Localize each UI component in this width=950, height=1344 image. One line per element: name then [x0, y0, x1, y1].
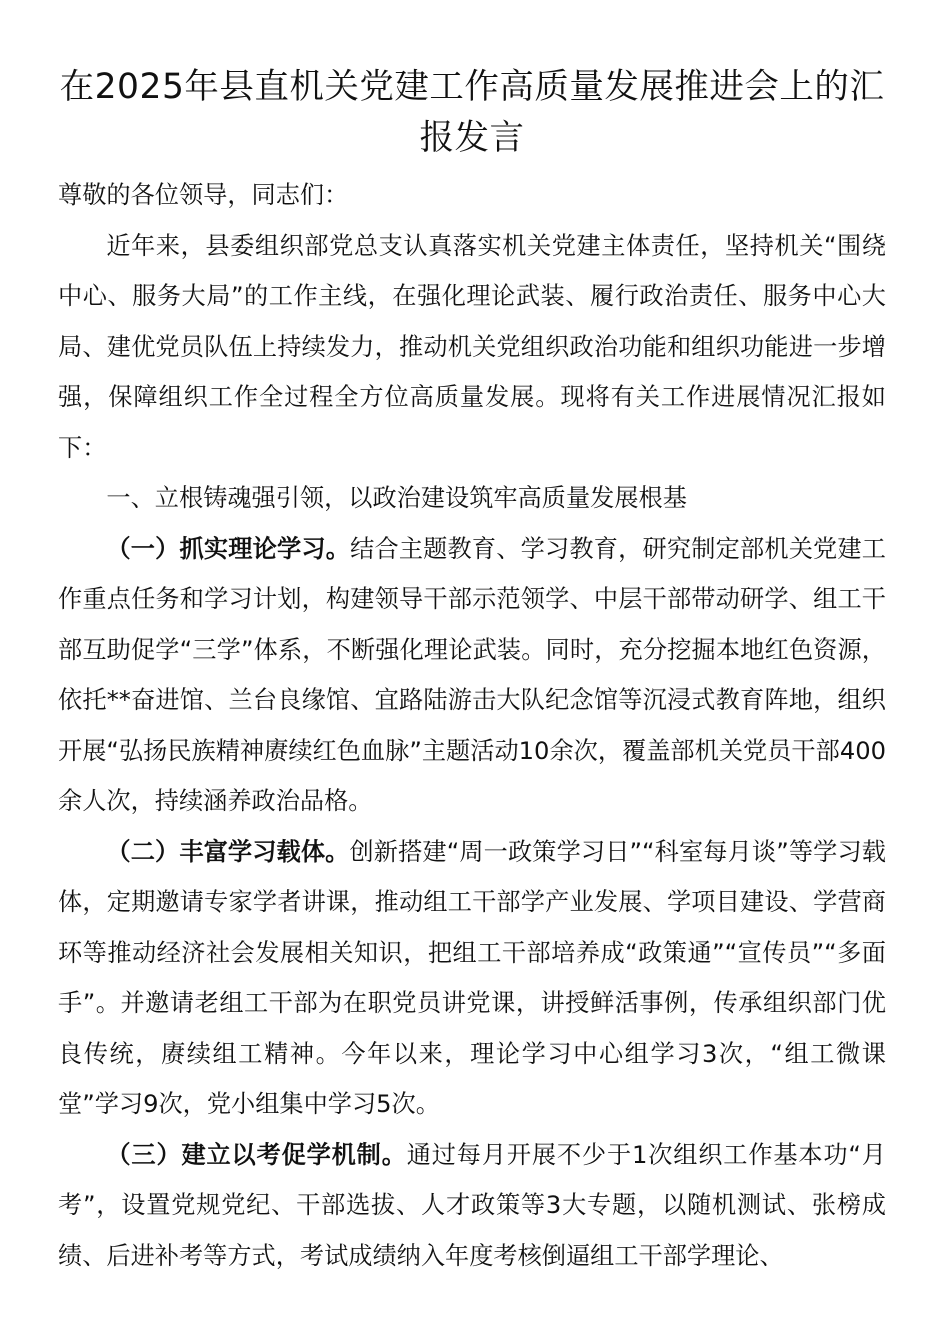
item-text-3: 通过每月开展不少于1次组织工作基本功“月考”，设置党规党纪、干部选拔、人才政策等3大专题，以随机测试、张榜成绩、后进补考等方式，考试成绩纳入年度考核倒逼组工干部学理论、 — [58, 1140, 886, 1270]
item-lead-2: （二）丰富学习载体。 — [106, 837, 350, 866]
item-lead-1: （一）抓实理论学习。 — [106, 534, 351, 563]
item-text-1: 结合主题教育、学习教育，研究制定部机关党建工作重点任务和学习计划，构建领导干部示范领学、中层干部带动研学、组工干部互助促学“三学”体系，不断强化理论武装。同时，充分挖掘本地红色资源，依托**奋进馆、兰台良缘馆、宜路陆游击大队纪念馆等沉浸式教育阵地，组织开展“弘扬民族精神赓续红色血脉”主题活动10余次，覆盖部机关党员干部400余人次，持续涵养政治品格。 — [58, 534, 886, 815]
item-text-2: 创新搭建“周一政策学习日”“科室每月谈”等学习载体，定期邀请专家学者讲课，推动组工干部学产业发展、学项目建设、学营商环等推动经济社会发展相关知识，把组工干部培养成“政策通”“宣传员”“多面手”。并邀请老组工干部为在职党员讲党课，讲授鲜活事例，传承组织部门优良传统，赓续组工精神。今年以来，理论学习中心组学习3次，“组工微课堂”学习9次，党小组集中学习5次。 — [58, 837, 886, 1118]
item-paragraph-2 — [58, 827, 886, 1130]
document-page — [58, 62, 886, 1281]
item-paragraph-3 — [58, 1130, 886, 1282]
section-heading-1: 一、立根铸魂强引领，以政治建设筑牢高质量发展根基 — [106, 484, 687, 512]
item-lead-3: （三）建立以考促学机制。 — [106, 1140, 407, 1169]
document-title: 在2025年县直机关党建工作高质量发展推进会上的汇报发言 — [59, 67, 885, 158]
item-paragraph-1 — [58, 524, 886, 827]
intro-paragraph: 近年来，县委组织部党总支认真落实机关党建主体责任，坚持机关“围绕中心、服务大局”的工作主线，在强化理论武装、履行政治责任、服务中心大局、建优党员队伍上持续发力，推动机关党组织政治功能和组织功能进一步增强，保障组织工作全过程全方位高质量发展。现将有关工作进展情况汇报如下： — [58, 231, 886, 462]
salutation: 尊敬的各位领导，同志们： — [58, 181, 349, 209]
